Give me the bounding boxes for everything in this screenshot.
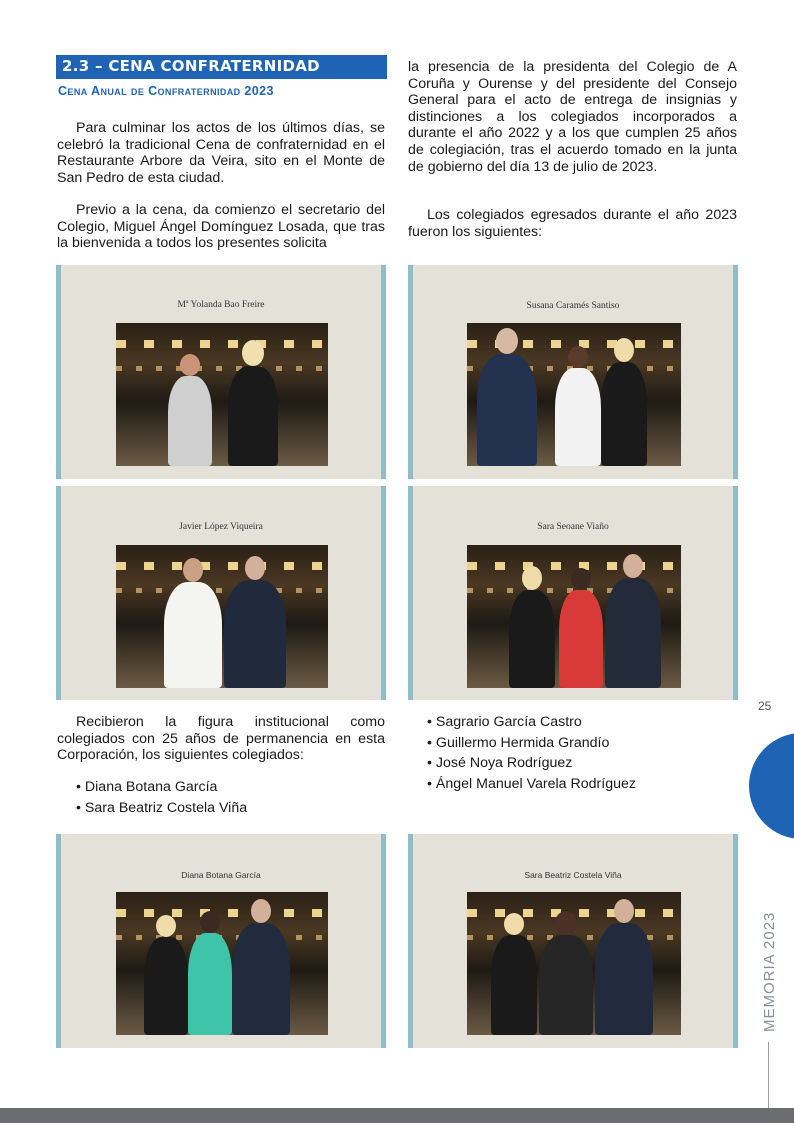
- footer-bar: [0, 1108, 794, 1123]
- photo-image: [467, 892, 681, 1035]
- section-title: 2.3 – CENA CONFRATERNIDAD: [62, 57, 320, 75]
- photo-card: [408, 834, 738, 1048]
- photo-card: [408, 486, 738, 700]
- photo-caption: Diana Botana García: [181, 870, 261, 880]
- photo-caption: Javier López Viqueira: [179, 522, 263, 532]
- photo-image: [116, 323, 328, 466]
- right-paragraph-1: la presencia de la presidenta del Colegio de A Coruña y Ourense y del presidente del Consejo General para el acto de entrega de insignias y distinciones a los colegiados incorporados a durante el año 2022 y a los que cumplen 25 años de colegiación, tras el acuerdo tomado en la junta de gobierno del día 13 de julio de 2023.: [408, 59, 737, 175]
- right-name-list: [427, 712, 636, 794]
- list-item: • Diana Botana García: [76, 779, 218, 795]
- list-item: • Guillermo Hermida Grandío: [427, 734, 610, 751]
- side-label: MEMORIA 2023: [761, 911, 778, 1032]
- photo-caption: Mª Yolanda Bao Freire: [177, 300, 265, 310]
- photo-caption: Sara Beatriz Costela Viña: [524, 870, 622, 880]
- side-divider: [768, 1042, 769, 1110]
- photo-card: [56, 834, 386, 1048]
- page-number: 25: [758, 699, 772, 713]
- left-paragraph-2: Previo a la cena, da comienzo el secretario del Colegio, Miguel Ángel Domínguez Losada, que tras la bienvenida a todos los presentes solicita: [57, 202, 385, 252]
- photo-image: [116, 892, 328, 1035]
- photo-card: [408, 265, 738, 479]
- list-item: • Sagrario García Castro: [427, 714, 582, 730]
- left-paragraph-1: Para culminar los actos de los últimos días, se celebró la tradicional Cena de confraternidad en el Restaurante Arbore da Veira, sito en el Monte de San Pedro de esta ciudad.: [57, 120, 385, 186]
- list-item: • Sara Beatriz Costela Viña: [76, 799, 248, 816]
- list-item: • Ángel Manuel Varela Rodríguez: [427, 775, 636, 792]
- photo-image: [467, 323, 681, 466]
- photo-card: [56, 486, 386, 700]
- photo-caption: Susana Caramés Santiso: [526, 301, 620, 311]
- mid-left-paragraph: Recibieron la figura institucional como colegiados con 25 años de permanencia en esta Corporación, los siguientes colegiados:: [57, 714, 385, 764]
- photo-image: [467, 545, 681, 688]
- right-paragraph-2: Los colegiados egresados durante el año 2023 fueron los siguientes:: [408, 207, 737, 240]
- photo-card: [56, 265, 386, 479]
- photo-image: [116, 545, 328, 688]
- list-item: • José Noya Rodríguez: [427, 755, 573, 771]
- decorative-circle: [749, 733, 794, 839]
- left-name-list: [76, 777, 247, 818]
- photo-caption: Sara Seoane Viaño: [537, 522, 609, 532]
- section-subtitle: Cena Anual de Confraternidad 2023: [58, 84, 274, 98]
